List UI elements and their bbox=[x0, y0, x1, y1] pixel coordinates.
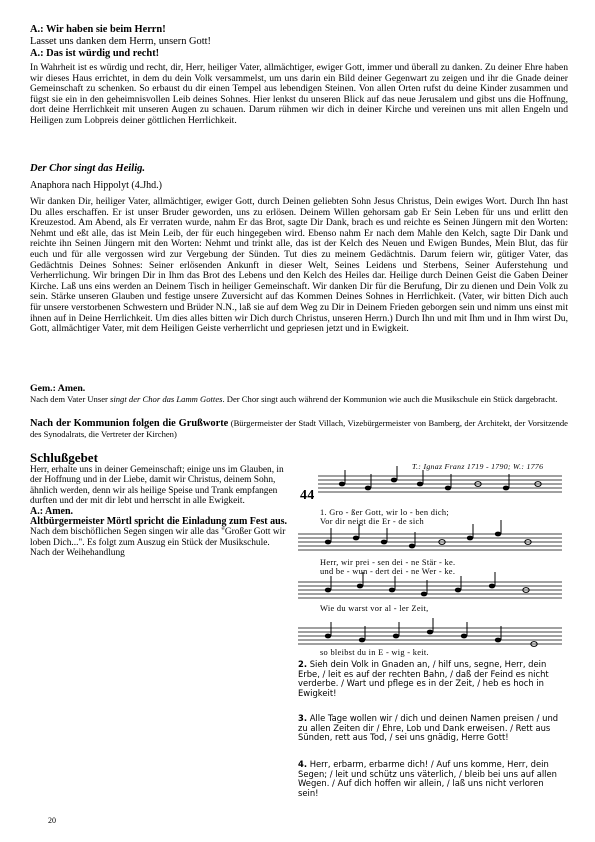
lyric-line-3: Wie du warst vor al - ler Zeit, bbox=[320, 604, 429, 613]
invitation-line: Lasset uns danken dem Herrn, unsern Gott! bbox=[30, 36, 211, 47]
verse-3-text: Alle Tage wollen wir / dich und deinen Namen preisen / und zu allen Zeiten dir / Ehre, Lob und Dank erweisen. / Rett aus Sünden, rett aus Tod, / sei uns gnädig, Herre Gott! bbox=[298, 713, 559, 743]
closing-instructions: Nach dem bischöflichen Segen singen wir alle das "Großer Gott wir loben Dich...". Es folgt zum Auszug ein Stück der Musikschule. Nach der Weihehandlung bbox=[30, 527, 286, 559]
score-staves bbox=[298, 462, 564, 652]
verse-4 bbox=[298, 760, 564, 798]
anaphora-heading: Anaphora nach Hippolyt (4.Jhd.) bbox=[30, 180, 162, 191]
verse-4-text: Herr, erbarm, erbarme dich! / Auf uns komme, Herr, dein Segen; / leit und schütz uns väterlich, / bleib bei uns auf allen Wegen. / Auf dich hoffen wir allein, / laß uns nicht verloren sein! bbox=[298, 759, 557, 798]
closing-prayer-heading: Schlußgebet bbox=[30, 450, 98, 465]
invitation-announcement: Altbürgermeister Mörtl spricht die Einladung zum Fest aus. bbox=[30, 516, 288, 528]
page-number: 20 bbox=[48, 816, 56, 825]
verse-2-text: Sieh dein Volk in Gnaden an, / hilf uns, segne, Herr, dein Erbe, / leit es auf der rechten Bahn, / daß der Feind es nicht verderbe. / Wart und pflege es in der Zeit, / heb es hoch in Ewigkeit! bbox=[298, 659, 549, 698]
response-1 bbox=[30, 24, 211, 60]
staff-2 bbox=[298, 534, 562, 550]
notes bbox=[325, 466, 541, 646]
verse-4-number: 4. bbox=[298, 759, 308, 769]
music-score bbox=[298, 462, 564, 657]
verse-2 bbox=[298, 660, 564, 698]
greetings-heading: Nach der Kommunion folgen die Grußworte bbox=[30, 418, 229, 429]
greetings-note bbox=[30, 418, 568, 439]
verse-3 bbox=[298, 714, 564, 743]
staff-1 bbox=[318, 476, 562, 492]
communion-note bbox=[30, 394, 568, 404]
lyric-line-4: so bleibst du in E - wig - keit. bbox=[320, 648, 429, 657]
response-line-1: A.: Wir haben sie beim Herrn! bbox=[30, 24, 166, 35]
response-line-2: A.: Das ist würdig und recht! bbox=[30, 48, 160, 59]
hymn-credit: T.: Ignaz Franz 1719 - 1790; W.: 1776 bbox=[412, 462, 544, 471]
amen-response: Gem.: Amen. bbox=[30, 383, 86, 394]
communion-note-italic: singt der Chor das Lamm Gottes bbox=[110, 394, 223, 404]
lyric-line-2a: Herr, wir prei - sen dei - ne Stär - ke. bbox=[320, 558, 456, 567]
verse-3-number: 3. bbox=[298, 713, 308, 723]
lyric-line-2b: und be - wun - dert dei - ne Wer - ke. bbox=[320, 567, 456, 576]
closing-amen: A.: Amen. bbox=[30, 505, 74, 517]
verse-2-number: 2. bbox=[298, 659, 308, 669]
eucharistic-prayer: Wir danken Dir, heiliger Vater, allmächtiger, ewiger Gott, durch Deinen geliebten Sohn Jesus Christus, Dein ewiges Wort. Durch Ihn hast Du alles erschaffen. Er ist unser Bruder geworden, uns zu erlösen. Deinem Willen gehorsam gab Er Sein Leben für uns und erlitt den Kreuzestod. Am Abend, als Er verraten wurde, nahm Er das Brot, sagte Dir Dank, brach es und reichte es Seinen Jüngern mit den Worten: Nehmt und eßt alle, das ist Mein Leib, der für euch hingegeben wird. Ebenso nahm Er nach dem Mahle den Kelch, sagte Dir Dank und reichte ihn Seinen Jüngern mit den Worten: Nehmt und trinkt alle, das ist der Kelch des Neuen und Ewigen Bundes, Mein Blut, das für euch und für alle vergossen wird zur Vergebung der Sünden. Tut dies zu meinem Gedächtnis. Darum feiern wir, gütiger Vater, das Gedächtnis Deines Sohnes: Seiner erlösenden Ankunft in dieser Welt, Seines Leidens und Sterbens, Seiner Auferstehung und Verherrlichung. Wir bringen Dir in Ihm das Brot des Lebens und den Kelch des Heiles dar. Heilige durch Deinen Geist die Gaben Deiner Kirche. Laß uns eins werden an Deinem Tisch in heiliger Gemeinschaft. Wir danken Dir für die Berufung, Dir zu dienen und Dein Volk zu sein. Stärke unseren Glauben und festige unsere Zuversicht auf das Kommen Deines Sohnes in Herrlichkeit. (Vater, wir bitten Dich auch für unsere verstorbenen Schwestern und Brüder N.N., laß sie auf dem Weg zu Dir in Deinem Frieden geborgen sein und nimm uns einst mit ihnen auf in Deine Herrlichkeit. Um dies alles bitten wir Dich durch Christus, unseren Herrn.) Durch Ihn und mit Ihm und in Ihm wirst Du, Gott, allmächtiger Vater, mit dem Heiligen Geiste verherrlicht und gepriesen jetzt und in Ewigkeit. bbox=[30, 196, 568, 335]
closing-prayer-text: Herr, erhalte uns in deiner Gemeinschaft; einige uns im Glauben, in der Hoffnung und in der Liebe, damit wir Christus, deinem Sohn, ähnlich werden, denn wir als heilige Speise und Trank empfangen durften und der mit dir lebt und herrscht in alle Ewigkeit. bbox=[30, 465, 284, 507]
communion-note-tail: . Der Chor singt auch während der Kommunion wie auch die Musikschule ein Stück dargebracht. bbox=[222, 394, 558, 404]
greetings-text: (Bürgermeister der Stadt Villach, Vizebürgermeister von Bamberg, der Architekt, der Vorsitzende des Synodalrats, die Vertreter der Kirchen) bbox=[30, 418, 568, 440]
choir-heading: Der Chor singt das Heilig. bbox=[30, 163, 146, 174]
lyric-line-1b: Vor dir neigt die Er - de sich bbox=[320, 517, 424, 526]
closing-column bbox=[30, 465, 288, 559]
lyric-line-1a: 1. Gro - ßer Gott, wir lo - ben dich; bbox=[320, 508, 450, 517]
preface-paragraph: In Wahrheit ist es würdig und recht, dir, Herr, heiliger Vater, allmächtiger, ewiger Gott, immer und überall zu danken. Zu deiner Ehre haben wir dieses Haus errichtet, in dem du dein Volk versammelst, um uns darin ein Bild deiner Gegenwart zu zeigen und ihr die Gnade deiner Gemeinschaft zu schenken. So erbaust du dir einen Tempel aus lebendigen Steinen. Von allen Orten rufst du deine Kinder zusammen und fügst sie ein in den geheimnisvollen Leib deines Sohnes. Hier lenkst du unseren Blick auf das neue Jerusalem und gibst uns die Hoffnung, dort deine Herrlichkeit mit unseren Augen zu schauen. Darum rühmen wir dich in deiner Kirche und vereinen uns mit allen Engeln und Heiligen zum Lobpreis deiner göttlichen Herrlichkeit. bbox=[30, 62, 568, 126]
communion-note-text: Nach dem Vater Unser bbox=[30, 394, 111, 404]
hymn-number: 44 bbox=[300, 488, 315, 503]
